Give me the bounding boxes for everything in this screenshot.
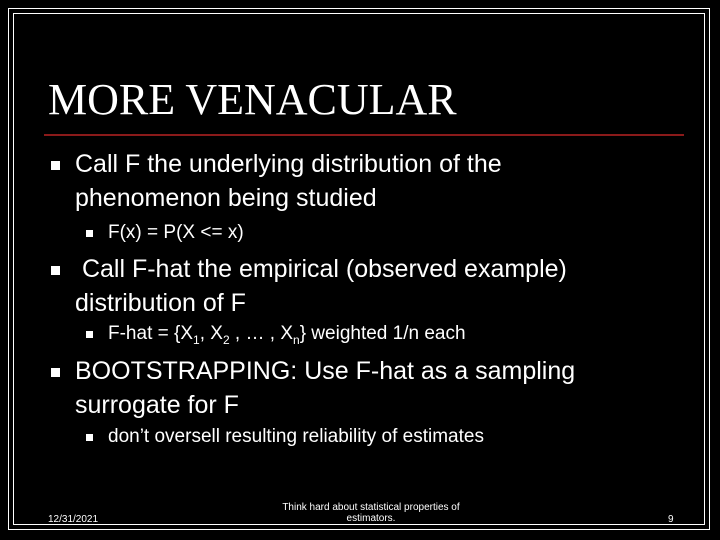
sub-bullet-marker-1 [86, 230, 93, 237]
footer-note [268, 502, 474, 524]
bullet-1-line-2: phenomenon being studied [75, 184, 377, 212]
sub-bullet-3-text: don’t oversell resulting reliability of estimates [108, 426, 484, 447]
footer-page-number: 9 [668, 514, 674, 525]
bullet-2-text [75, 252, 675, 320]
fhat-part-3: , … , X [229, 323, 293, 344]
footer-date: 12/31/2021 [48, 514, 99, 525]
bullet-1-text [75, 147, 675, 215]
sub-bullet-marker-2 [86, 331, 93, 338]
bullet-2-line-2: distribution of F [75, 289, 246, 317]
fhat-part-1: F-hat = {X [108, 323, 194, 344]
sub-bullet-marker-3 [86, 434, 93, 441]
slide-title: MORE VENACULAR [48, 75, 457, 124]
sub-bullet-2-text [108, 322, 466, 346]
bullet-3-line-2: surrogate for F [75, 391, 239, 419]
bullet-2-line-1: Call F-hat the empirical (observed example) [75, 255, 567, 283]
footer-note-line-2: estimators. [346, 513, 396, 524]
fhat-part-4: } weighted 1/n each [299, 323, 466, 344]
subscript-1: 1 [193, 332, 200, 347]
fhat-part-2: , X [199, 323, 223, 344]
title-underline [44, 134, 684, 136]
bullet-3-line-1: BOOTSTRAPPING: Use F-hat as a sampling [75, 357, 576, 385]
bullet-3-text [75, 354, 675, 422]
bullet-marker-2 [51, 266, 60, 275]
bullet-marker-3 [51, 368, 60, 377]
subscript-2: 2 [222, 332, 230, 347]
bullet-1-line-1: Call F the underlying distribution of the [75, 150, 502, 178]
footer-note-line-1: Think hard about statistical properties of [282, 502, 460, 513]
subscript-n: n [293, 332, 300, 347]
bullet-marker-1 [51, 161, 60, 170]
sub-bullet-1-text: F(x) = P(X <= x) [108, 222, 244, 243]
